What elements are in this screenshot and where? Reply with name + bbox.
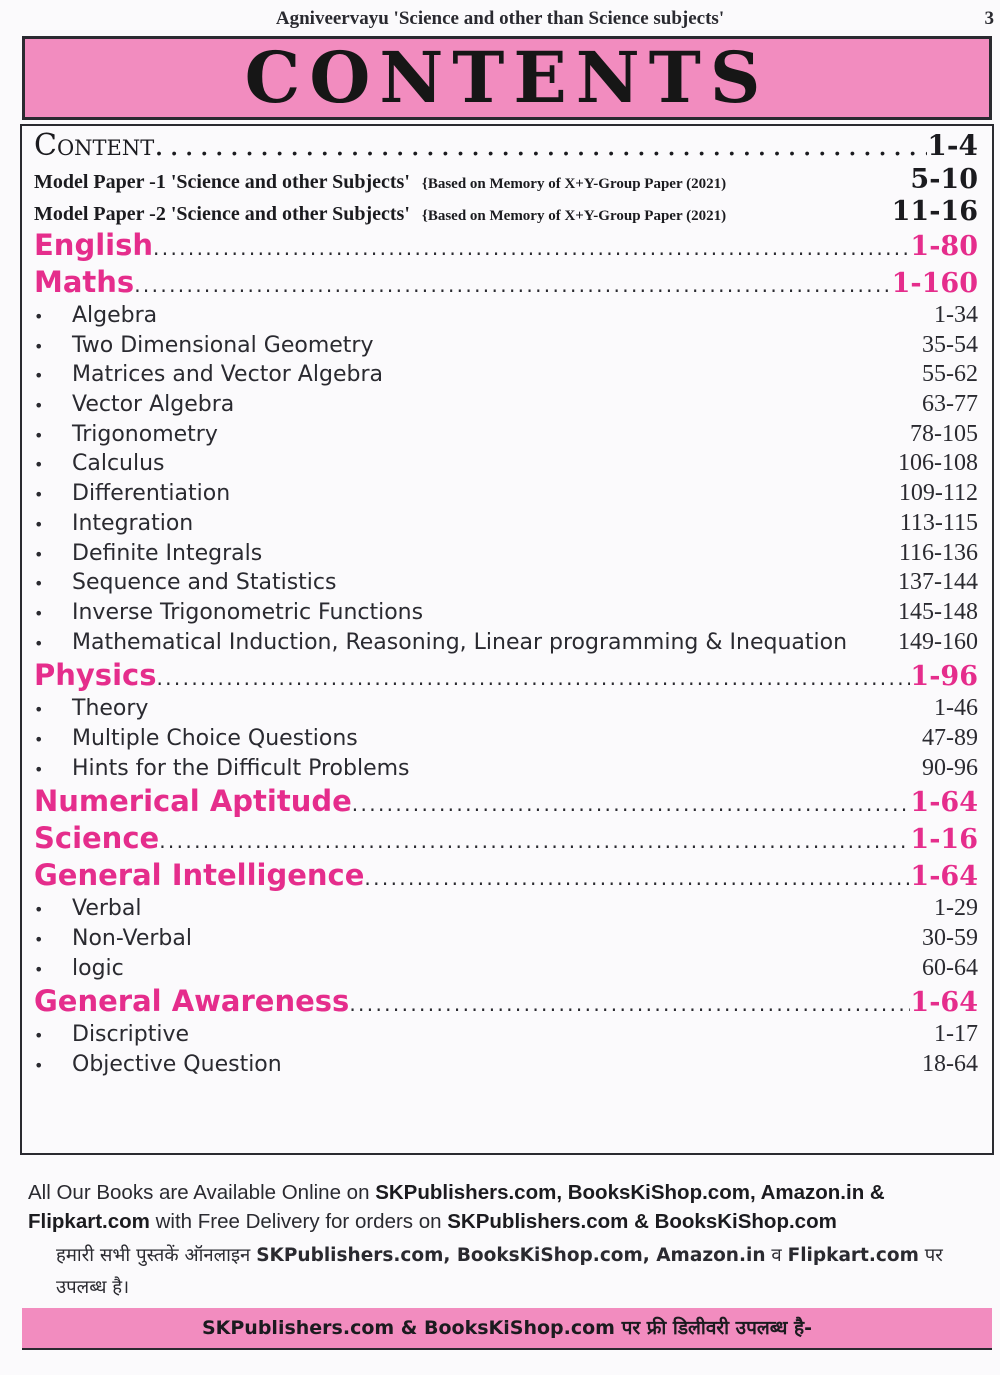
section-pages: 1-64 — [910, 861, 978, 893]
toc-section-english — [34, 228, 978, 265]
item-label: logic — [72, 955, 124, 981]
item-label: Trigonometry — [72, 421, 218, 447]
toc-label: Model Paper -2 'Science and other Subjects' — [34, 203, 410, 225]
item-label: Theory — [72, 696, 149, 722]
toc-item — [34, 755, 978, 785]
item-label: Two Dimensional Geometry — [72, 332, 374, 358]
bullet-icon: • — [34, 544, 44, 564]
item-label: Calculus — [72, 451, 165, 477]
leader-dots — [159, 829, 910, 853]
section-pages: 1-64 — [910, 787, 978, 819]
bullet-icon: • — [34, 336, 44, 356]
footer-text: व — [765, 1245, 788, 1266]
item-pages: 47-89 — [922, 724, 978, 751]
bullet-icon: • — [34, 759, 44, 779]
bullet-icon: • — [34, 633, 44, 653]
toc-section-science — [34, 821, 978, 858]
item-label: Discriptive — [72, 1022, 190, 1048]
section-label: General Intelligence — [34, 858, 365, 893]
footer-divider — [20, 1153, 994, 1155]
toc-section-general-intelligence — [34, 858, 978, 895]
running-title: Agniveervayu 'Science and other than Science subjects' — [275, 8, 725, 29]
item-label: Non-Verbal — [72, 926, 192, 951]
section-label: Physics — [34, 658, 157, 693]
toc-note: {Based on Memory of X+Y-Group Paper (2021) — [421, 208, 727, 224]
toc-row-model-paper-2 — [34, 196, 978, 228]
toc-item — [34, 955, 978, 985]
item-pages: 113-115 — [899, 509, 978, 536]
footer-text: हमारी सभी पुस्तकें ऑनलाइन — [56, 1245, 257, 1266]
footer-hindi-note — [56, 1240, 990, 1304]
toc-item — [34, 391, 978, 421]
banner-title: CONTENTS — [244, 36, 770, 119]
bullet-icon: • — [34, 1026, 44, 1046]
item-label: Mathematical Induction, Reasoning, Linear programming & Inequation — [72, 629, 848, 655]
leader-dots — [349, 992, 910, 1016]
item-pages: 55-62 — [922, 361, 978, 388]
item-pages: 1-46 — [934, 695, 978, 722]
footer-stores: Flipkart.com — [787, 1245, 919, 1266]
item-pages: 109-112 — [898, 480, 978, 507]
footer-text: with Free Delivery for orders on — [149, 1210, 448, 1233]
leader-dots — [352, 792, 911, 816]
item-label: Algebra — [72, 303, 158, 328]
bullet-icon: • — [34, 900, 44, 920]
item-pages: 137-144 — [898, 569, 978, 596]
toc-label: Content — [34, 128, 155, 163]
item-pages: 1-17 — [934, 1021, 978, 1048]
toc-pages: 5-10 — [910, 164, 978, 195]
table-of-contents — [34, 128, 978, 1081]
section-label: Science — [34, 821, 160, 856]
item-pages: 35-54 — [922, 331, 978, 358]
bullet-icon: • — [34, 930, 44, 949]
item-pages: 18-64 — [922, 1051, 978, 1078]
toc-item — [34, 569, 978, 599]
bullet-icon: • — [34, 1056, 44, 1076]
toc-row-content — [34, 128, 978, 164]
toc-item — [34, 629, 978, 659]
section-pages: 1-64 — [910, 987, 978, 1019]
section-pages: 1-80 — [910, 231, 978, 262]
item-label: Verbal — [72, 896, 142, 922]
leader-dots — [364, 866, 910, 890]
item-pages: 78-105 — [910, 420, 978, 447]
toc-item — [34, 480, 978, 510]
toc-item — [34, 540, 978, 570]
footer-stores: SKPublishers.com, BooksKiShop.com, Amazon.in — [256, 1245, 766, 1266]
toc-item — [34, 510, 978, 540]
toc-item — [34, 302, 978, 332]
toc-label: Model Paper -1 'Science and other Subjects' — [34, 171, 410, 193]
toc-section-maths — [34, 265, 978, 302]
footer-text: All Our Books are Available Online on — [28, 1181, 376, 1204]
item-pages: 30-59 — [922, 925, 978, 951]
toc-pages: 11-16 — [891, 196, 978, 227]
section-pages: 1-16 — [910, 824, 978, 856]
section-label: English — [34, 228, 154, 262]
leader-dots — [154, 128, 927, 163]
bullet-icon: • — [34, 514, 44, 534]
toc-item — [34, 695, 978, 725]
footer-text: पर उपलब्ध है। — [56, 1245, 943, 1298]
bullet-icon: • — [34, 455, 44, 475]
item-pages: 1-29 — [934, 895, 978, 922]
toc-row-model-paper-1 — [34, 164, 978, 196]
toc-item — [34, 450, 978, 480]
page-number: 3 — [984, 8, 994, 29]
toc-item — [34, 599, 978, 629]
bullet-icon: • — [34, 959, 44, 979]
running-head — [0, 8, 1000, 30]
bullet-icon: • — [34, 729, 44, 749]
item-pages: 116-136 — [898, 539, 978, 566]
section-pages: 1-160 — [891, 268, 978, 299]
section-label: Maths — [34, 265, 135, 299]
item-label: Differentiation — [72, 481, 231, 507]
band-text: SKPublishers.com & BooksKiShop.com पर फ्री डिलीवरी उपलब्ध है- — [201, 1317, 813, 1339]
item-label: Inverse Trigonometric Functions — [72, 599, 424, 625]
toc-section-general-awareness — [34, 984, 978, 1021]
free-delivery-band — [22, 1308, 992, 1350]
item-pages: 1-34 — [934, 302, 978, 328]
toc-section-numerical-aptitude — [34, 784, 978, 821]
item-pages: 145-148 — [898, 598, 978, 625]
item-label: Hints for the Difficult Problems — [72, 755, 410, 781]
leader-dots — [153, 236, 910, 260]
item-pages: 90-96 — [922, 754, 978, 781]
bullet-icon: • — [34, 425, 44, 445]
toc-item — [34, 1051, 978, 1081]
footer-availability-note — [28, 1178, 990, 1236]
section-label: General Awareness — [34, 984, 350, 1019]
toc-item — [34, 1021, 978, 1051]
item-label: Multiple Choice Questions — [72, 725, 358, 751]
toc-item — [34, 361, 978, 391]
item-label: Vector Algebra — [72, 392, 235, 418]
item-pages: 63-77 — [922, 391, 978, 418]
toc-item — [34, 925, 978, 955]
toc-note: {Based on Memory of X+Y-Group Paper (2021) — [421, 176, 727, 192]
toc-item — [34, 421, 978, 451]
item-label: Definite Integrals — [72, 540, 263, 566]
toc-item — [34, 895, 978, 925]
item-label: Sequence and Statistics — [72, 570, 337, 596]
item-pages: 60-64 — [922, 954, 978, 981]
section-label: Numerical Aptitude — [34, 784, 352, 819]
leader-dots — [134, 273, 891, 297]
section-pages: 1-96 — [910, 661, 978, 693]
contents-banner — [22, 36, 992, 120]
bullet-icon: • — [34, 574, 44, 594]
toc-pages: 1-4 — [927, 129, 978, 162]
item-label: Objective Question — [72, 1052, 282, 1078]
item-label: Matrices and Vector Algebra — [72, 362, 383, 388]
footer-stores: SKPublishers.com, BooksKiShop.com, Amazon.in & Flipkart.com — [28, 1181, 885, 1233]
bullet-icon: • — [34, 366, 44, 386]
bullet-icon: • — [34, 396, 44, 416]
bullet-icon: • — [34, 485, 44, 505]
toc-item — [34, 332, 978, 362]
footer-stores: SKPublishers.com & BooksKiShop.com — [447, 1210, 837, 1233]
bullet-icon: • — [34, 307, 44, 326]
item-label: Integration — [72, 510, 194, 536]
item-pages: 106-108 — [898, 450, 978, 477]
toc-item — [34, 725, 978, 755]
bullet-icon: • — [34, 603, 44, 623]
bullet-icon: • — [34, 700, 44, 720]
toc-section-physics — [34, 658, 978, 695]
item-pages: 149-160 — [898, 628, 978, 655]
leader-dots — [156, 666, 910, 690]
